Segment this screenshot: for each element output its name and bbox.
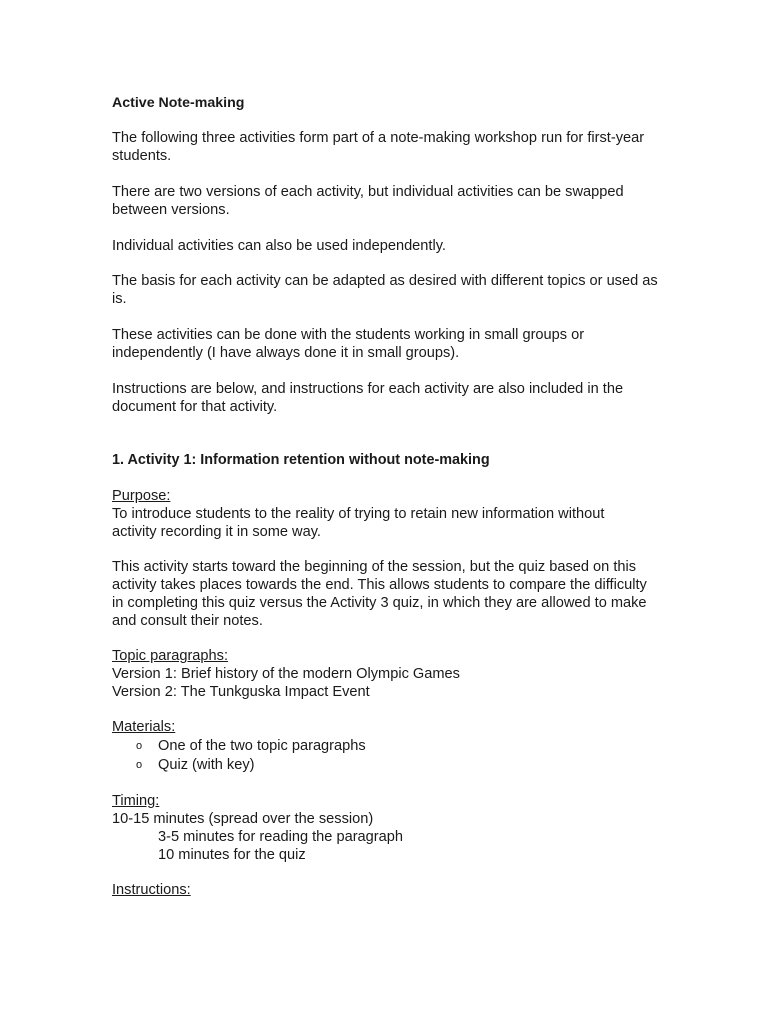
purpose-text: To introduce students to the reality of trying to retain new information without activity recording it in some way.	[112, 506, 605, 540]
materials-item-text: One of the two topic paragraphs	[158, 738, 366, 754]
bullet-marker: o	[136, 759, 143, 771]
intro-paragraph-6: Instructions are below, and instructions for each activity are also included in the document for that activity.	[112, 381, 624, 415]
timing-item-quiz: 10 minutes for the quiz	[158, 847, 306, 863]
topic-paragraphs-label: Topic paragraphs:	[112, 648, 229, 664]
activity-description: This activity starts toward the beginning of the session, but the quiz based on this activity takes places towards the end. This allows students to compare the difficulty in completing this quiz versus the Activity 3 quiz, in which they are allowed to make and consult their notes.	[112, 559, 647, 629]
materials-item-2	[136, 756, 636, 774]
document-title: Active Note-making	[112, 95, 245, 111]
materials-item-text: Quiz (with key)	[158, 757, 255, 773]
intro-paragraph-4: The basis for each activity can be adapted as desired with different topics or used as is.	[112, 273, 658, 307]
intro-paragraph-3: Individual activities can also be used independently.	[112, 238, 446, 254]
intro-paragraph-5: These activities can be done with the students working in small groups or independently (I have always done it in small groups).	[112, 327, 585, 361]
topic-version-1: Version 1: Brief history of the modern Olympic Games	[112, 666, 460, 682]
materials-item-1	[136, 737, 636, 755]
timing-item-reading: 3-5 minutes for reading the paragraph	[158, 829, 404, 845]
intro-paragraph-2: There are two versions of each activity, but individual activities can be swapped between versions.	[112, 184, 624, 218]
topic-version-2: Version 2: The Tunkguska Impact Event	[112, 684, 370, 700]
intro-paragraph-1: The following three activities form part of a note-making workshop run for first-year students.	[112, 130, 645, 164]
activity-1-heading: 1. Activity 1: Information retention without note-making	[112, 452, 490, 468]
materials-label: Materials:	[112, 719, 176, 735]
timing-total: 10-15 minutes (spread over the session)	[112, 811, 374, 827]
timing-label: Timing:	[112, 793, 160, 809]
instructions-label: Instructions:	[112, 882, 191, 898]
purpose-label: Purpose:	[112, 488, 171, 504]
bullet-marker: o	[136, 740, 143, 752]
